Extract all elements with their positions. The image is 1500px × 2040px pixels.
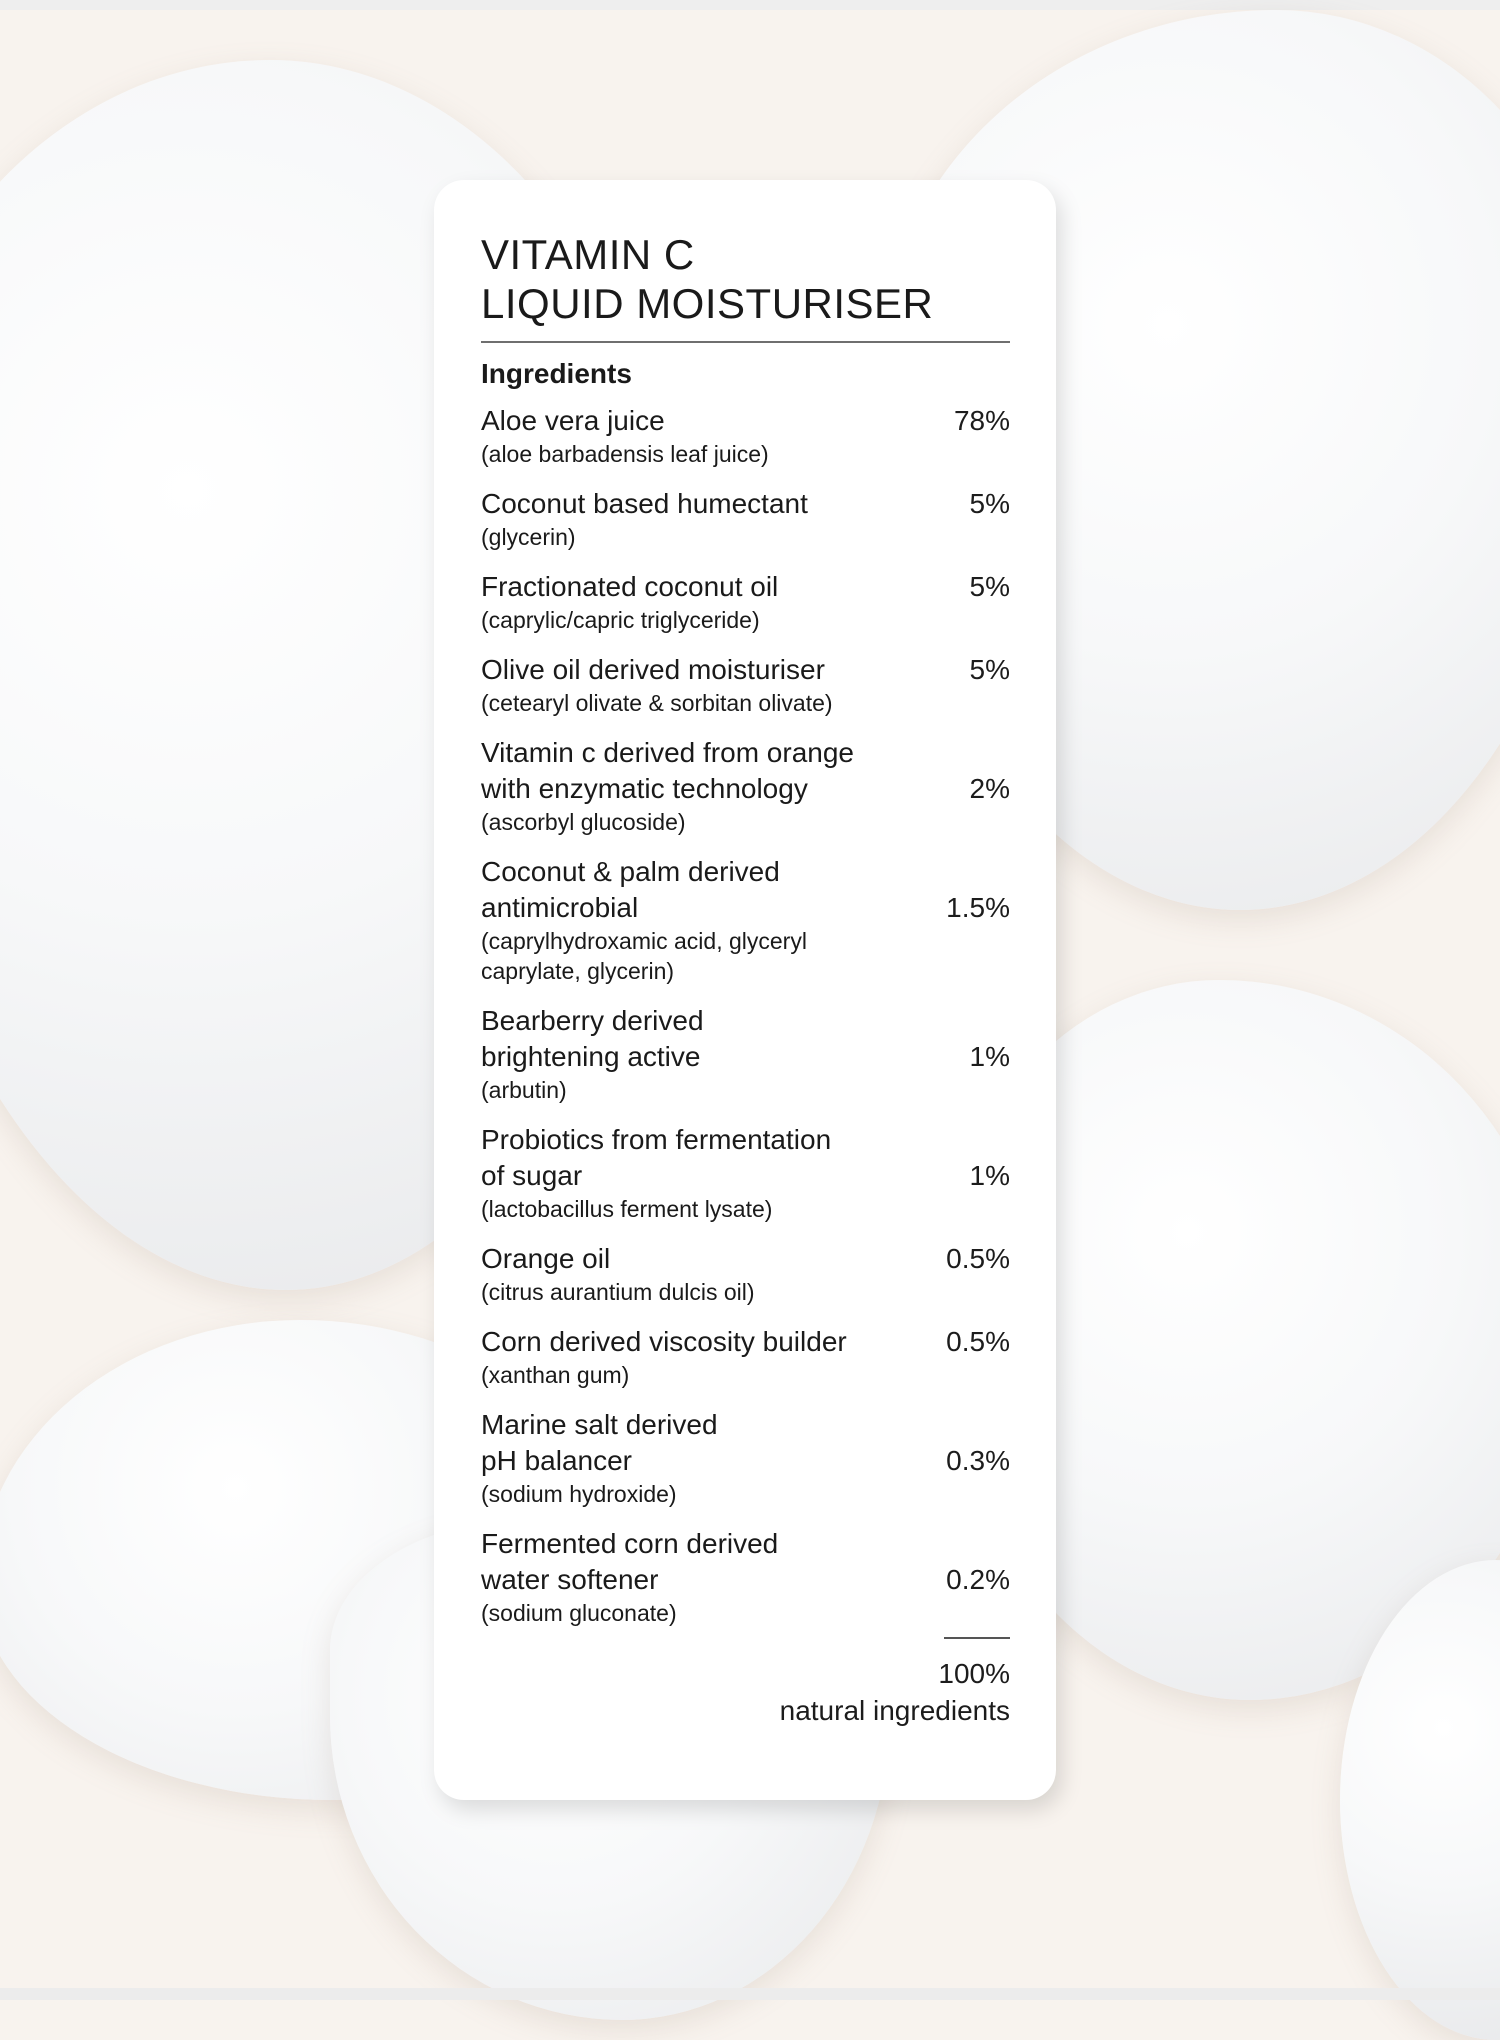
ingredient-inci-name: (citrus aurantium dulcis oil) bbox=[481, 1279, 755, 1305]
total-divider bbox=[944, 1637, 1010, 1639]
section-heading: Ingredients bbox=[481, 358, 632, 389]
ingredient-inci-name: (lactobacillus ferment lysate) bbox=[481, 1196, 773, 1222]
ingredient-text bbox=[481, 1122, 958, 1224]
ingredient-inci-name: (arbutin) bbox=[481, 1077, 567, 1103]
total-summary bbox=[481, 1655, 1010, 1729]
ingredient-text bbox=[481, 652, 958, 718]
ingredient-text bbox=[481, 1324, 934, 1390]
ingredient-name: brightening active bbox=[481, 1041, 701, 1072]
background-band-bottom bbox=[0, 1988, 1500, 2000]
ingredient-text bbox=[481, 1526, 934, 1628]
product-title bbox=[481, 230, 1010, 328]
ingredient-name: Corn derived viscosity builder bbox=[481, 1326, 847, 1357]
ingredient-row bbox=[481, 1324, 1010, 1390]
ingredient-inci-name: (aloe barbadensis leaf juice) bbox=[481, 441, 769, 467]
ingredient-inci-name: (sodium hydroxide) bbox=[481, 1481, 677, 1507]
ingredient-inci-name: (caprylic/capric triglyceride) bbox=[481, 607, 760, 633]
product-title-line2: LIQUID MOISTURISER bbox=[481, 280, 934, 327]
ingredient-name: Marine salt derived bbox=[481, 1409, 718, 1440]
ingredient-name: water softener bbox=[481, 1564, 659, 1595]
ingredient-inci-name: (caprylhydroxamic acid, glyceryl bbox=[481, 928, 807, 954]
ingredient-name: Olive oil derived moisturiser bbox=[481, 654, 825, 685]
ingredient-percent: 0.3% bbox=[946, 1445, 1010, 1476]
ingredient-percent: 1.5% bbox=[946, 892, 1010, 923]
ingredient-row bbox=[481, 486, 1010, 552]
ingredient-text bbox=[481, 1407, 934, 1509]
ingredient-row bbox=[481, 1241, 1010, 1307]
ingredient-row bbox=[481, 569, 1010, 635]
product-title-line1: VITAMIN C bbox=[481, 231, 695, 278]
ingredient-name: Coconut based humectant bbox=[481, 488, 808, 519]
ingredient-row bbox=[481, 1122, 1010, 1224]
ingredient-row bbox=[481, 652, 1010, 718]
ingredient-name: Fractionated coconut oil bbox=[481, 571, 779, 602]
ingredient-row bbox=[481, 854, 1010, 986]
ingredient-text bbox=[481, 486, 958, 552]
ingredient-name: Coconut & palm derived bbox=[481, 856, 780, 887]
background-band-top bbox=[0, 0, 1500, 10]
ingredients-card bbox=[434, 180, 1056, 1800]
ingredient-name: with enzymatic technology bbox=[481, 773, 808, 804]
ingredient-percent: 1% bbox=[969, 1041, 1010, 1072]
ingredient-name: Vitamin c derived from orange bbox=[481, 737, 854, 768]
ingredient-inci-name: caprylate, glycerin) bbox=[481, 958, 675, 984]
ingredient-name: Fermented corn derived bbox=[481, 1528, 779, 1559]
ingredient-inci-name: (xanthan gum) bbox=[481, 1362, 630, 1388]
ingredient-inci-name: (sodium gluconate) bbox=[481, 1600, 677, 1626]
ingredient-text bbox=[481, 1003, 958, 1105]
ingredient-name: Orange oil bbox=[481, 1243, 611, 1274]
ingredient-inci-name: (ascorbyl glucoside) bbox=[481, 809, 686, 835]
total-label: natural ingredients bbox=[779, 1695, 1010, 1726]
ingredient-name: Probiotics from fermentation bbox=[481, 1124, 832, 1155]
ingredient-percent: 5% bbox=[969, 488, 1010, 519]
ingredient-percent: 1% bbox=[969, 1160, 1010, 1191]
ingredient-name: of sugar bbox=[481, 1160, 583, 1191]
ingredient-row bbox=[481, 403, 1010, 469]
ingredient-text bbox=[481, 403, 942, 469]
ingredient-name: Bearberry derived bbox=[481, 1005, 704, 1036]
ingredient-percent: 5% bbox=[969, 571, 1010, 602]
ingredient-list bbox=[481, 403, 1010, 1628]
ingredient-text bbox=[481, 854, 934, 986]
ingredient-text bbox=[481, 569, 958, 635]
ingredient-percent: 2% bbox=[969, 773, 1010, 804]
ingredient-percent: 5% bbox=[969, 654, 1010, 685]
ingredient-name: Aloe vera juice bbox=[481, 405, 665, 436]
total-percent: 100% bbox=[938, 1658, 1010, 1689]
ingredient-text bbox=[481, 735, 958, 837]
ingredient-row bbox=[481, 1003, 1010, 1105]
ingredient-percent: 0.2% bbox=[946, 1564, 1010, 1595]
ingredient-inci-name: (glycerin) bbox=[481, 524, 576, 550]
ingredient-row bbox=[481, 1407, 1010, 1509]
ingredient-inci-name: (cetearyl olivate & sorbitan olivate) bbox=[481, 690, 833, 716]
ingredient-row bbox=[481, 735, 1010, 837]
ingredient-name: antimicrobial bbox=[481, 892, 639, 923]
ingredient-percent: 0.5% bbox=[946, 1243, 1010, 1274]
ingredient-percent: 78% bbox=[953, 405, 1010, 436]
ingredient-name: pH balancer bbox=[481, 1445, 632, 1476]
ingredient-percent: 0.5% bbox=[946, 1326, 1010, 1357]
ingredient-text bbox=[481, 1241, 934, 1307]
ingredient-row bbox=[481, 1526, 1010, 1628]
title-divider bbox=[481, 341, 1010, 343]
